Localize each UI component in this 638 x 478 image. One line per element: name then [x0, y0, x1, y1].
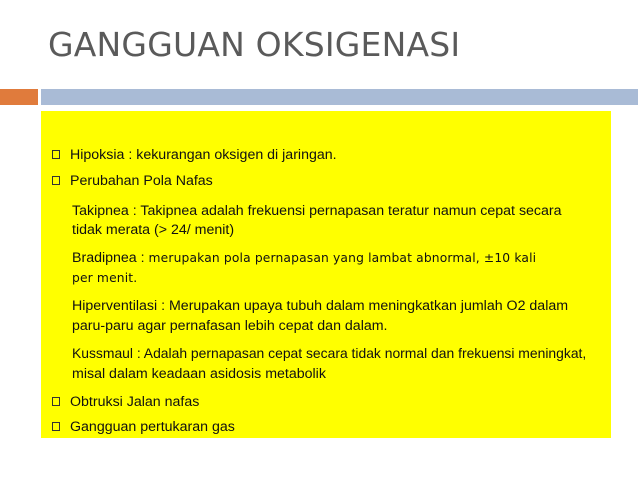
bullet-hipoksia: Hipoksia : kekurangan oksigen di jaringan.	[70, 147, 337, 163]
kussmaul-line-1: Kussmaul : Adalah pernapasan cepat secara tidak normal dan frekuensi meningkat,	[72, 345, 587, 361]
bullet-square-icon	[52, 422, 60, 431]
hiperventilasi-line-1: Hiperventilasi : Merupakan upaya tubuh dalam meningkatkan jumlah O2 dalam	[72, 298, 569, 314]
bullet-perubahan-pola-nafas: Perubahan Pola Nafas	[70, 173, 213, 189]
bradipnea-label: Bradipnea :	[72, 250, 149, 266]
hiperventilasi-line-2: paru-paru agar pernafasan lebih cepat dan dalam.	[72, 318, 388, 334]
title-rule-bar	[41, 89, 638, 105]
title-rule-accent	[0, 89, 38, 105]
bradipnea-line-1	[72, 251, 536, 265]
kussmaul-line-2: misal dalam keadaan asidosis metabolik	[72, 366, 326, 382]
slide-title: GANGGUAN OKSIGENASI	[48, 25, 461, 64]
bullet-gangguan-pertukaran-gas: Gangguan pertukaran gas	[70, 419, 235, 435]
bullet-square-icon	[52, 176, 60, 185]
bullet-square-icon	[52, 150, 60, 159]
bradipnea-line-2: per menit.	[72, 271, 138, 285]
takipnea-line-2: tidak merata (> 24/ menit)	[72, 222, 235, 238]
takipnea-line-1: Takipnea : Takipnea adalah frekuensi pernapasan teratur namun cepat secara	[72, 203, 562, 219]
bullet-obtruksi-jalan-nafas: Obtruksi Jalan nafas	[70, 394, 200, 410]
bradipnea-description: merupakan pola pernapasan yang lambat abnormal, ±10 kali	[148, 251, 537, 265]
bullet-square-icon	[52, 397, 60, 406]
